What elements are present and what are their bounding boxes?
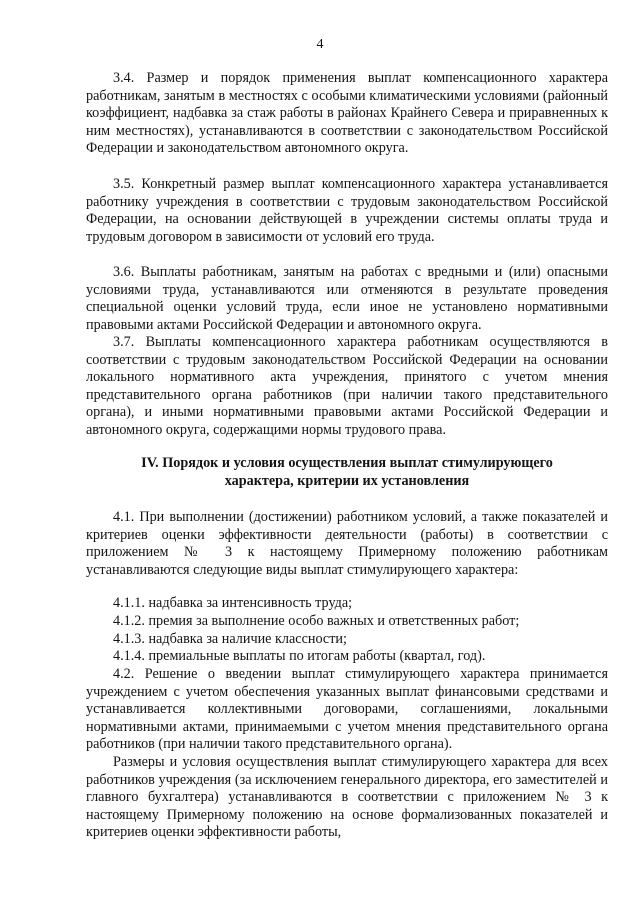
paragraph-3-5: 3.5. Конкретный размер выплат компенсационного характера устанавливается работнику учреждения в соответствии с трудовым законодательством Российской Федерации, на основании действующей в учреждении системы оплаты труда и трудовым договором в зависимости от условий его труда.: [86, 176, 608, 245]
paragraph-3-4: 3.4. Размер и порядок применения выплат компенсационного характера работникам, занятым в местностях с особыми климатическими условиями (районный коэффициент, надбавка за стаж работы в районах Крайнего Севера и приравненных к ним местностях), устанавливаются в соответствии с законодательством Российской Федерации и законодательством автономного округа.: [86, 70, 608, 157]
paragraph-sizes: Размеры и условия осуществления выплат стимулирующего характера для всех работников учреждения (за исключением генерального директора, его заместителей и главного бухгалтера) устанавливаются в соответствии с приложением № 3 к настоящему Примерному положению на основе формализованных показателей и критериев оценки эффективности работы,: [86, 754, 608, 841]
section-heading: [86, 455, 608, 491]
list-item-4-1-1: 4.1.1. надбавка за интенсивность труда;: [113, 595, 353, 611]
paragraph-4-2: 4.2. Решение о введении выплат стимулирующего характера принимается учреждением с учетом обеспечения указанных выплат финансовыми средствами и устанавливается коллективными договорами, соглашениями, локальными нормативными актами, принимаемыми с учетом мнения представительного органа работников (при наличии такого представительного органа).: [86, 666, 608, 753]
list-item-4-1-4: 4.1.4. премиальные выплаты по итогам работы (квартал, год).: [113, 648, 486, 664]
paragraph-4-1: 4.1. При выполнении (достижении) работником условий, а также показателей и критериев оценки эффективности деятельности (работы) в соответствии с приложением № 3 к настоящему Примерному положению работникам устанавливаются следующие виды выплат стимулирующего характера:: [86, 509, 608, 578]
list-item-4-1-2: 4.1.2. премия за выполнение особо важных и ответственных работ;: [113, 613, 520, 629]
page-number: 4: [316, 37, 324, 52]
section-heading-line-2: характера, критерии их установления: [224, 472, 470, 489]
paragraph-3-6: 3.6. Выплаты работникам, занятым на работах с вредными и (или) опасными условиями труда, устанавливаются или отменяются в результате проведения специальной оценки условий труда, если иное не установлено нормативными правовыми актами Российской Федерации и автономного округа.: [86, 264, 608, 333]
section-heading-line-1: IV. Порядок и условия осуществления выплат стимулирующего: [141, 455, 553, 471]
paragraph-3-7: 3.7. Выплаты компенсационного характера работникам осуществляются в соответствии с трудовым законодательством Российской Федерации на основании локального нормативного акта учреждения, принятого с учетом мнения представительного органа работников (при наличии такого представительного органа), и иными нормативными правовыми актами Российской Федерации и автономного округа, содержащими нормы трудового права.: [86, 334, 608, 438]
list-item-4-1-3: 4.1.3. надбавка за наличие классности;: [113, 631, 347, 647]
